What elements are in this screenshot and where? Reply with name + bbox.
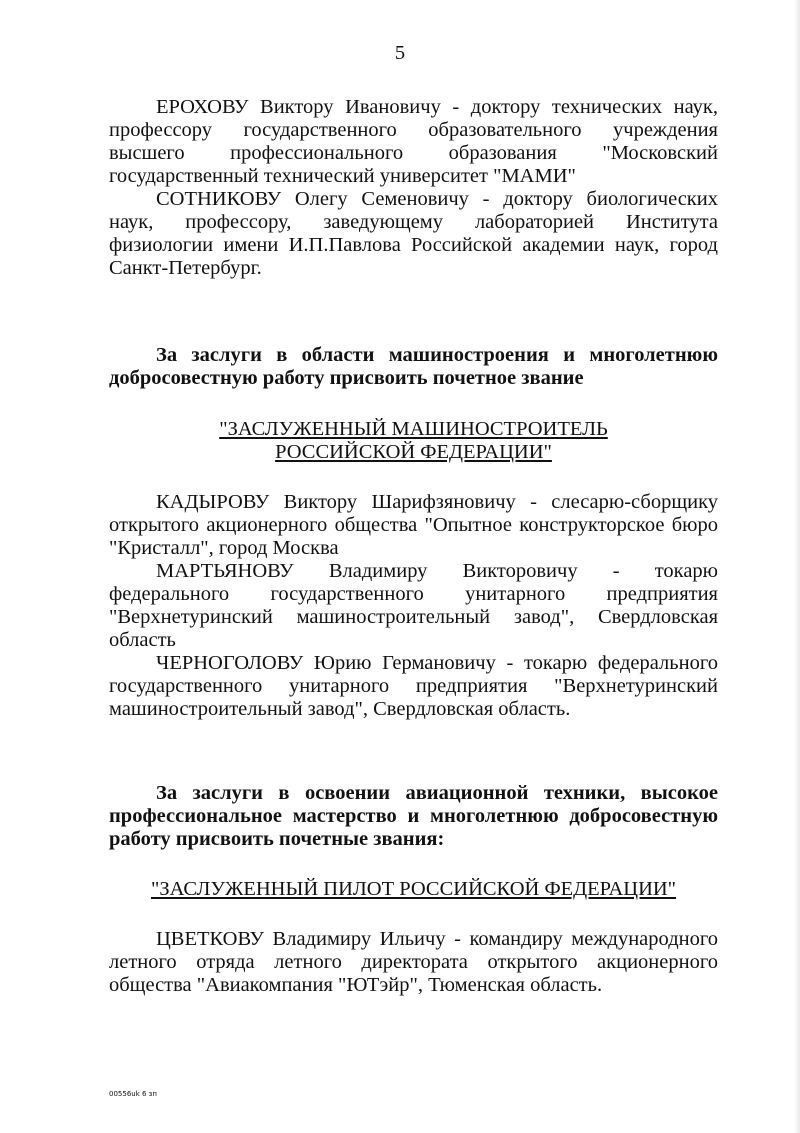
- paragraph-erokhov: ЕРОХОВУ Виктору Ивановичу - доктору технических наук, профессору государственного образовательного учреждения высшего профессионального образования "Московский государственный технический университет "МАМИ": [109, 96, 718, 187]
- section-2-body: [109, 491, 718, 721]
- paragraph-kadyrov: КАДЫРОВУ Виктору Шарифзяновичу - слесарю-сборщику открытого акционерного общества "Опытное конструкторское бюро "Кристалл", город Москва: [109, 491, 718, 559]
- page-number: 5: [394, 42, 406, 64]
- section-1: [109, 96, 718, 280]
- paragraph-sotnikov: СОТНИКОВУ Олегу Семеновичу - доктору биологических наук, профессору, заведующему лабораторией Института физиологии имени И.П.Павлова Российской академии наук, город Санкт-Петербург.: [109, 188, 718, 279]
- paragraph-tsvetkov: ЦВЕТКОВУ Владимиру Ильичу - командиру международного летного отряда летного директората открытого акционерного общества "Авиакомпания "ЮТэйр", Тюменская область.: [109, 928, 718, 996]
- footer-code: 00556uk 6 зп: [109, 1090, 157, 1098]
- section-2-heading: [109, 344, 718, 390]
- scan-edge-shadow: [794, 0, 800, 1133]
- heading-aviation: За заслуги в освоении авиационной техники, высокое профессиональное мастерство и многолетнюю добросовестную работу присвоить почетные звания:: [109, 782, 718, 850]
- section-3-title: [109, 878, 718, 901]
- heading-machine-building: За заслуги в области машиностроения и многолетнюю добросовестную работу присвоить почетное звание: [109, 344, 718, 389]
- title-pilot: "ЗАСЛУЖЕННЫЙ ПИЛОТ РОССИЙСКОЙ ФЕДЕРАЦИИ": [150, 878, 677, 900]
- title-engineer-line-1: "ЗАСЛУЖЕННЫЙ МАШИНОСТРОИТЕЛЬ: [219, 418, 608, 440]
- section-3-body: [109, 928, 718, 997]
- paragraph-chernogolov: ЧЕРНОГОЛОВУ Юрию Германовичу - токарю федерального государственного унитарного предприятия "Верхнетуринский машиностроительный завод", Свердловская область.: [109, 652, 718, 720]
- section-3-heading: [109, 782, 718, 851]
- section-2-title: [109, 418, 718, 464]
- title-engineer-line-2: РОССИЙСКОЙ ФЕДЕРАЦИИ": [275, 441, 552, 463]
- paragraph-martyanov: МАРТЬЯНОВУ Владимиру Викторовичу - токарю федерального государственного унитарного предприятия "Верхнетуринский машиностроительный завод", Свердловская область: [109, 560, 718, 651]
